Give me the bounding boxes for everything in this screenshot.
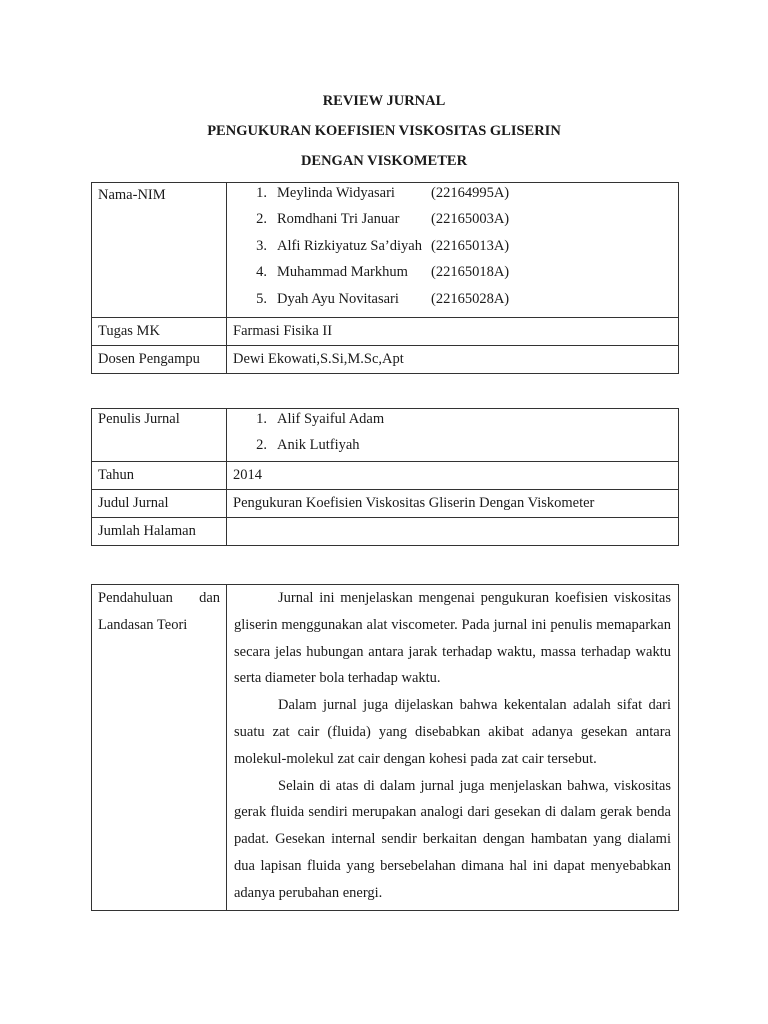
judul-value-cell xyxy=(227,490,679,518)
list-number: 4. xyxy=(256,264,267,281)
title-line-3: DENGAN VISKOMETER xyxy=(300,153,468,169)
list-item xyxy=(233,433,672,460)
paragraph-2: Dalam jurnal juga dijelaskan bahwa kekentalan adalah sifat dari suatu zat cair (fluida) yang disebabkan akibat adanya gesekan antara molekul-molekul zat cair dengan kohesi pada zat cair tersebut. xyxy=(234,697,671,767)
halaman-label-text: Jumlah Halaman xyxy=(98,523,196,539)
list-item xyxy=(233,233,672,260)
judul-label-text: Judul Jurnal xyxy=(98,495,169,511)
author-name: Anik Lutfiyah xyxy=(277,437,360,454)
paragraph-3: Selain di atas di dalam jurnal juga menjelaskan bahwa, viskositas gerak fluida sendiri merupakan analogi dari gesekan di dalam gerak benda padat. Gesekan internal sendir berkaitan dengan hambatan yang dialami dua lapisan fluida yang bersebelahan dimana hal ini dapat menyebabkan adanya perubahan energi. xyxy=(234,777,671,901)
table-row xyxy=(92,346,679,374)
member-name: Romdhani Tri Januar xyxy=(277,211,400,228)
list-number: 2. xyxy=(256,211,267,228)
member-nim: (22165013A) xyxy=(431,237,510,254)
author-name: Alif Syaiful Adam xyxy=(277,410,385,427)
halaman-label xyxy=(92,518,227,546)
dosen-label xyxy=(92,346,227,374)
table-row xyxy=(92,585,679,911)
pendahuluan-label-line2: Landasan Teori xyxy=(98,616,188,633)
list-number: 1. xyxy=(256,184,267,201)
judul-label xyxy=(92,490,227,518)
pendahuluan-content-cell xyxy=(227,585,679,911)
member-nim: (22165028A) xyxy=(431,290,510,307)
tahun-value: 2014 xyxy=(233,467,262,483)
dosen-value: Dewi Ekowati,S.Si,M.Sc,Apt xyxy=(233,351,404,367)
pendahuluan-label xyxy=(92,585,227,911)
penulis-label xyxy=(92,409,227,462)
member-nim: (22164995A) xyxy=(431,184,510,201)
tahun-label xyxy=(92,462,227,490)
pendahuluan-label-line1 xyxy=(98,585,220,612)
list-number: 2. xyxy=(256,437,267,454)
list-number: 1. xyxy=(256,410,267,427)
dosen-value-cell xyxy=(227,346,679,374)
tugas-label xyxy=(92,318,227,346)
label-word-pendahuluan: Pendahuluan xyxy=(98,590,173,606)
list-item xyxy=(233,406,672,433)
member-name: Muhammad Markhum xyxy=(277,264,408,281)
penulis-label-text: Penulis Jurnal xyxy=(98,411,180,427)
table-row xyxy=(92,409,679,462)
member-name: Meylinda Widyasari xyxy=(277,184,395,201)
list-item xyxy=(233,180,672,207)
member-nim: (22165003A) xyxy=(431,211,510,228)
title-line-2: PENGUKURAN KOEFISIEN VISKOSITAS GLISERIN xyxy=(207,123,561,139)
member-name: Dyah Ayu Novitasari xyxy=(277,290,399,307)
list-item xyxy=(233,260,672,287)
list-number: 5. xyxy=(256,290,267,307)
table-row xyxy=(92,518,679,546)
tugas-value-cell xyxy=(227,318,679,346)
table-row xyxy=(92,318,679,346)
list-item xyxy=(233,286,672,313)
title-review-jurnal: REVIEW JURNAL xyxy=(322,93,446,109)
journal-info-table xyxy=(91,408,679,546)
tahun-value-cell xyxy=(227,462,679,490)
table-row xyxy=(92,462,679,490)
table-row xyxy=(92,490,679,518)
member-nim: (22165018A) xyxy=(431,264,510,281)
member-name: Alfi Rizkiyatuz Sa’diyah xyxy=(277,237,422,254)
label-word-dan: dan xyxy=(199,590,220,606)
tahun-label-text: Tahun xyxy=(98,467,135,483)
dosen-label-text: Dosen Pengampu xyxy=(98,351,200,367)
nama-nim-text: Nama-NIM xyxy=(98,187,166,203)
introduction-table xyxy=(91,584,679,911)
list-item xyxy=(233,207,672,234)
member-list-cell xyxy=(227,183,679,318)
tugas-label-text: Tugas MK xyxy=(98,323,160,339)
member-list xyxy=(233,180,672,313)
identity-table xyxy=(91,182,679,374)
list-number: 3. xyxy=(256,237,267,254)
author-list-cell xyxy=(227,409,679,462)
judul-value: Pengukuran Koefisien Viskositas Gliserin Dengan Viskometer xyxy=(233,495,595,511)
halaman-value-cell xyxy=(227,518,679,546)
paragraph-1: Jurnal ini menjelaskan mengenai pengukuran koefisien viskositas gliserin menggunakan alat viscometer. Pada jurnal ini penulis memaparkan secara jelas hubungan antara jarak terhadap waktu, massa terhadap waktu serta diameter bola terhadap waktu. xyxy=(234,590,671,687)
tugas-value: Farmasi Fisika II xyxy=(233,323,333,339)
author-list xyxy=(233,406,672,459)
table-row xyxy=(92,183,679,318)
halaman-value xyxy=(233,518,672,545)
nama-nim-label xyxy=(92,183,227,318)
